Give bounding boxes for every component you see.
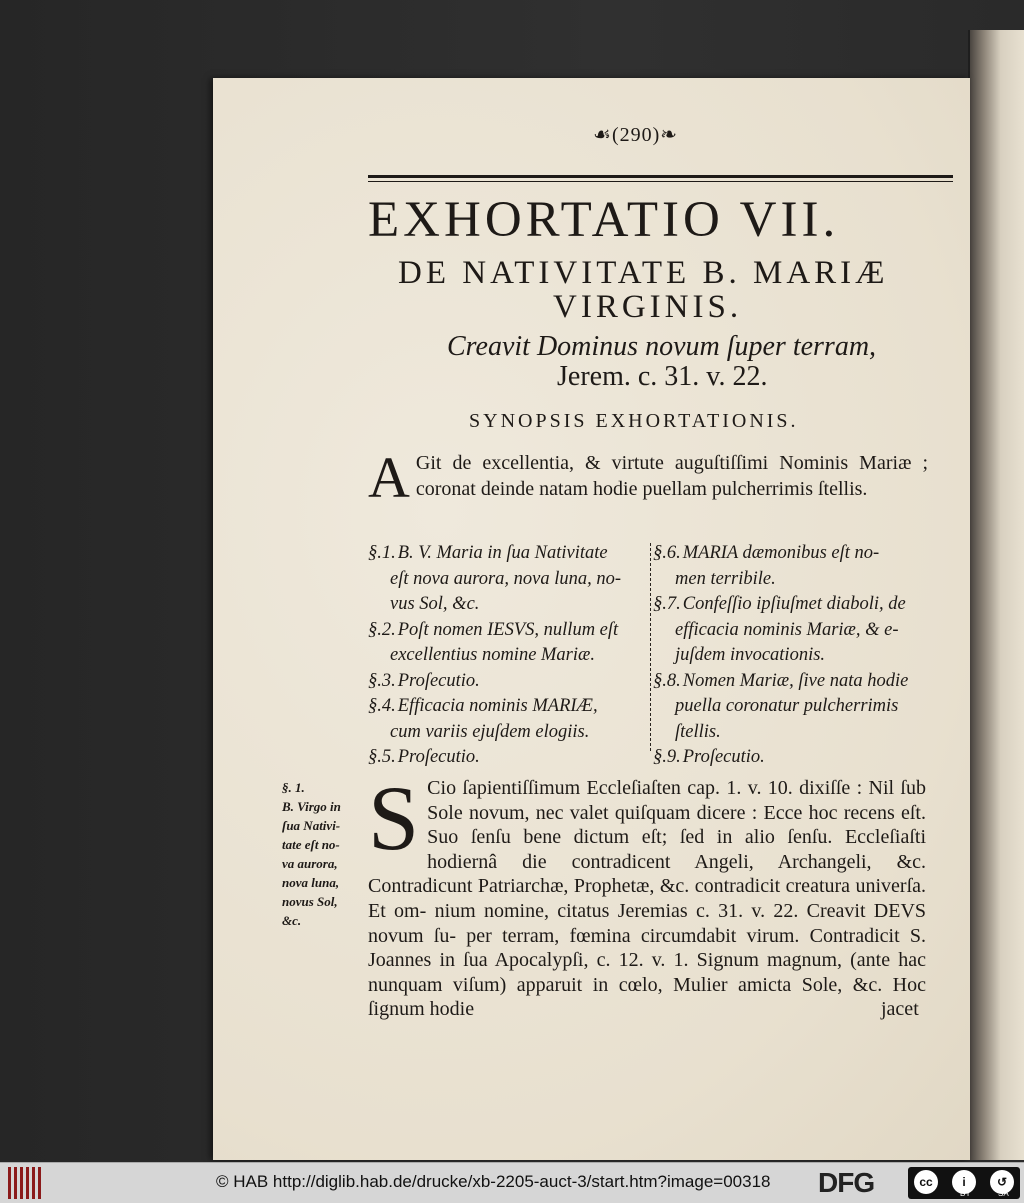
toc-entry-text: efficacia nominis Mariæ, & e- [675,619,899,640]
toc-entry-text: men terribile. [675,568,776,589]
subtitle-line-2: VIRGINIS. [553,289,743,325]
toc-section-number: §.8. [653,670,681,691]
toc-entry-line [653,618,943,644]
margin-note-line: §. 1. [282,780,305,795]
body-line: viſum) apparuit in cœlo, Mulier amicta Sole, &c. Hoc ſignum hodie [368,973,926,1021]
toc-entry-line [368,541,643,567]
subtitle-line-1: DE NATIVITATE B. MARIÆ [398,255,889,291]
toc-entry-text: Efficacia nominis MARIÆ, [397,696,598,716]
margin-note-line: va aurora, [282,856,338,871]
toc-entry-text: Nomen Mariæ, ſive nata hodie [682,670,909,691]
toc-left-column [368,541,643,771]
toc-section-number: §.4. [368,696,396,716]
toc-entry-line [653,592,943,618]
body-line: in ſua Apocalypſi, c. 12. v. 1. Signum magnum, (ante hac nunquam [368,949,926,996]
margin-note-line: tate eſt no- [282,837,340,852]
toc-entry-text: B. V. Maria in ſua Nativitate [397,543,608,563]
toc-section-number: §.1. [368,543,396,563]
margin-note-line: B. Virgo in [282,799,341,814]
toc-section-number: §.2. [368,619,396,640]
toc-section-number: §.7. [653,594,681,614]
toc-column-divider [650,543,651,751]
body-line: Cio ſapientiſſimum Eccleſiaſten cap. 1. v. 10. dixiſſe : Nil ſub [427,777,926,799]
body-line: Patriarchæ, Prophetæ, &c. contradicit creatura univerſa. Et om- [368,875,926,922]
toc-entry-line [368,669,643,695]
toc-entry-line [653,567,943,593]
toc-entry-text: vus Sol, &c. [390,594,480,614]
toc-entry-line [368,592,643,618]
toc-section-number: §.6. [653,543,681,563]
toc-entry-line [368,567,643,593]
body-text [368,767,927,1022]
toc-section-number: §.3. [368,670,396,691]
toc-entry-text: Poſt nomen IESVS, nullum eſt [397,619,619,640]
epigraph-citation: Jerem. c. 31. v. 22. [557,361,768,392]
synopsis-intro: A Git de excellentia, & virtute auguſtiſſimi Nominis Mariæ ; coronat deinde natam hodie puellam pulcherrimis ſtellis. [368,445,928,510]
toc-entry-line [368,694,643,720]
page-number: ☙(290)❧ [593,124,679,146]
by-icon: i [952,1170,976,1194]
toc-entry-line [368,720,643,746]
body-line: nium nomine, citatus Jeremias c. 31. v. 22. Creavit DEVS novum ſu- [368,899,927,947]
epigraph: Creavit Dominus novum ſuper terram, [447,331,877,362]
toc-entry-text: Confeſſio ipſiuſmet diaboli, de [682,594,906,614]
body-line: per terram, fœmina circumdabit virum. Contradicit S. Joannes [368,924,926,972]
toc-entry-text: cum variis ejuſdem elogiis. [390,721,590,742]
ornament-right-icon: ❧ [660,124,679,146]
margin-note-line: novus Sol, [282,894,338,909]
header-rule [368,175,953,178]
drop-cap-s: S [368,767,420,869]
sa-icon: ↺ [990,1170,1014,1194]
toc-right-column [653,541,943,771]
margin-note-line: nova luna, [282,875,340,890]
adjacent-page-edge [968,30,1024,1160]
toc-entry-text: eſt nova aurora, nova luna, no- [390,568,622,589]
book-page [213,78,970,1160]
toc-entry-line [368,618,643,644]
ornament-left-icon: ☙ [593,124,612,146]
drop-cap-a: A [368,445,410,510]
toc-entry-line [653,643,943,669]
body-line: die contradicent Angeli, Archangeli, &c. Contradicunt [368,850,927,898]
catchword: jacet [881,998,919,1020]
toc-entry-text: juſdem invocationis. [675,645,826,665]
source-url-link[interactable]: © HAB http://diglib.hab.de/drucke/xb-2205-auct-3/start.htm?image=00318 [216,1172,771,1191]
viewer-footer [0,1162,1024,1203]
synopsis-heading: SYNOPSIS EXHORTATIONIS. [469,410,799,432]
page-title: EXHORTATIO VII. [368,192,840,248]
header-rule-thin [368,181,953,182]
toc-entry-text: MARIA dæmonibus eſt no- [682,543,880,563]
toc-entry-text: Proſecutio. [397,670,480,691]
toc-entry-text: puella coronatur pulcherrimis [675,696,899,716]
toc-entry-line [653,745,943,771]
margin-note [282,778,362,930]
toc-section-number: §.9. [653,747,681,767]
toc-section-number: §.5. [368,747,396,767]
body-line: ſenſu bene dictum eſt; ſed in alio ſenſu. Eccleſiaſti hodiernâ [427,826,927,873]
body-line: Sole novum, nec valet quiſquam dicere : Ecce hoc recens eſt. Suo [427,801,926,849]
toc-entry-text: Proſecutio. [682,747,765,767]
toc-entry-line [653,541,943,567]
toc-entry-text: ſtellis. [675,721,721,742]
toc-entry-line [653,669,943,695]
margin-note-line: &c. [282,913,302,928]
cc-icon: cc [914,1170,938,1194]
creative-commons-badge[interactable]: cc i ↺ BY SA [908,1167,1020,1199]
toc-entry-text: excellentius nomine Mariæ. [390,645,595,665]
toc-entry-line [653,694,943,720]
dfg-logo[interactable]: DFG [818,1167,875,1198]
toc-entry-line [368,643,643,669]
toc-entry-line [653,720,943,746]
toc-entry-text: Proſecutio. [397,747,480,767]
margin-note-line: ſua Nativi- [282,818,341,833]
hab-logo-icon[interactable] [6,1167,46,1199]
